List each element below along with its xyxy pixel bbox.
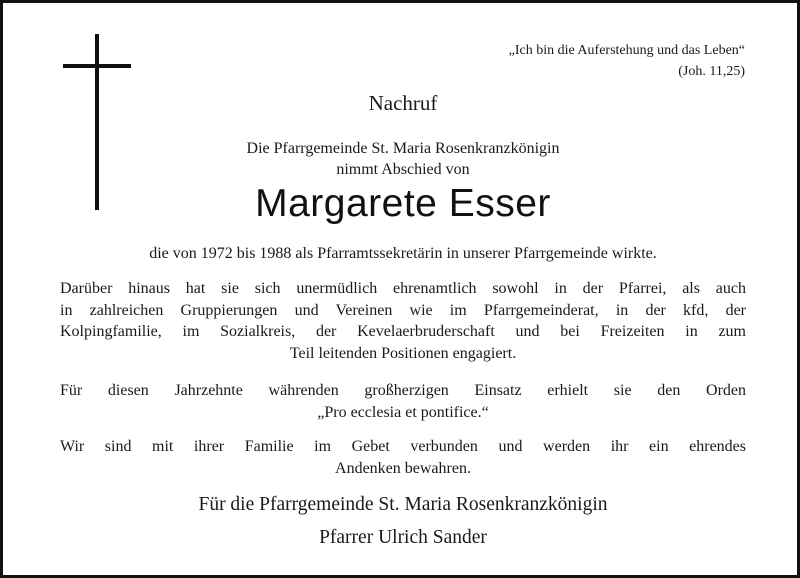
bible-quote <box>509 40 745 82</box>
paragraph-line: Darüber hinaus hat sie sich unermüdlich ehrenamtlich sowohl in der Pfarrei, als auch <box>60 280 746 297</box>
paragraph-line: in zahlreichen Gruppierungen und Vereinen wie im Pfarrgemeinderat, in der kfd, der <box>60 301 746 319</box>
paragraph-engagement <box>60 278 746 364</box>
intro-text <box>3 138 800 180</box>
deceased-name: Margarete Esser <box>255 182 551 225</box>
closing-line-2: Pfarrer Ulrich Sander <box>319 527 487 548</box>
paragraph-line: Für diesen Jahrzehnte währenden großherzigen Einsatz erhielt sie den Orden <box>60 382 746 399</box>
paragraph-line: Kolpingfamilie, im Sozialkreis, der Kevelaerbruderschaft und bei Freizeiten in zum <box>60 323 746 340</box>
tenure-line: die von 1972 bis 1988 als Pfarramtssekretärin in unserer Pfarrgemeinde wirkte. <box>149 245 657 262</box>
paragraph-line: „Pro ecclesia et pontifice.“ <box>317 403 489 421</box>
paragraph-line: Wir sind mit ihrer Familie im Gebet verbunden und werden ihr ein ehrendes <box>60 438 746 455</box>
intro-line-2: nimmt Abschied von <box>336 161 470 178</box>
intro-line-1: Die Pfarrgemeinde St. Maria Rosenkranzkönigin <box>246 140 560 157</box>
closing-signature <box>3 488 800 554</box>
paragraph-line: Andenken bewahren. <box>335 459 471 477</box>
paragraph-order <box>60 380 746 423</box>
cross-horizontal-bar <box>63 64 131 68</box>
paragraph-line: Teil leitenden Positionen engagiert. <box>289 344 517 362</box>
paragraph-remembrance <box>60 436 746 479</box>
closing-line-1: Für die Pfarrgemeinde St. Maria Rosenkranzkönigin <box>198 494 608 515</box>
quote-text: „Ich bin die Auferstehung und das Leben“ <box>508 43 745 58</box>
notice-heading: Nachruf <box>368 91 438 115</box>
quote-reference: (Joh. 11,25) <box>678 64 745 79</box>
